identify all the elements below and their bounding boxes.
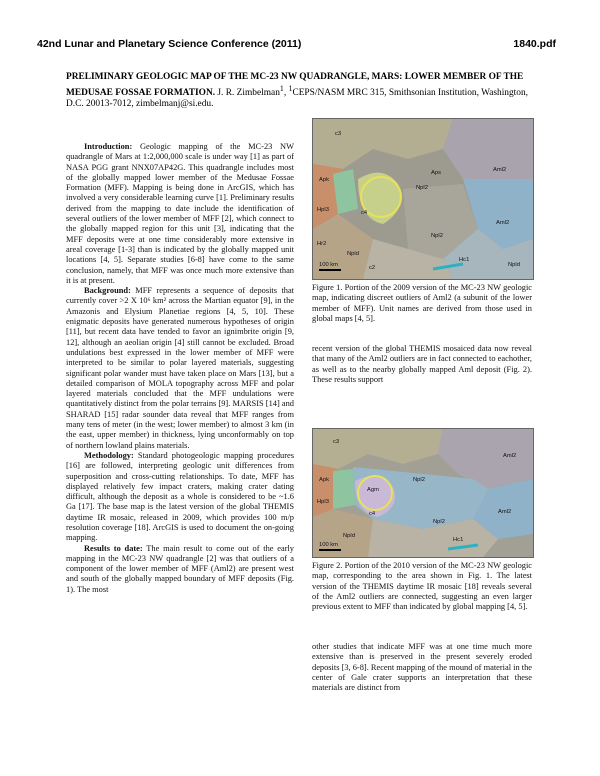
results-paragraph — [66, 544, 294, 595]
fig2-label-npl2-a: Npl2 — [413, 477, 425, 483]
fig1-label-aml2-b: Aml2 — [496, 220, 510, 226]
fig1-label-aps: Aps — [431, 170, 441, 176]
fig2-label-apk: Apk — [319, 477, 329, 483]
figure-1-caption: Figure 1. Portion of the 2009 version of the MC-23 NW geologic map, indicating discreet outliers of Aml2 (a subunit of the lower member of MFF). Unit names are derived from those used in global maps [4, 5]. — [312, 283, 532, 323]
conference-header: 42nd Lunar and Planetary Science Conference (2011) — [37, 38, 302, 50]
fig1-scale: 100 km — [319, 262, 339, 268]
title-block: PRELIMINARY GEOLOGIC MAP OF THE MC-23 NW QUADRANGLE, MARS: LOWER MEMBER OF THE MEDUSAE FOSSAE FORMATION. J. R. Zimbelman$^1$, $^1$CEPS/NASM MRC 315, Smithsonian Institution, Washington, D.C. 20013-7012, zimbelmanj@si.edu. — [66, 72, 529, 110]
figure-2-map — [312, 428, 534, 558]
fig1-label-c4: c4 — [361, 210, 368, 216]
fig1-label-hpl3: Hpl3 — [317, 207, 329, 213]
fig1-label-c3: c3 — [335, 131, 342, 137]
results-heading: Results to date: — [84, 543, 143, 553]
fig2-scale: 100 km — [319, 542, 339, 548]
methodology-heading: Methodology: — [84, 450, 134, 460]
fig2-label-aml2-b: Aml2 — [498, 509, 512, 515]
fig1-label-apk: Apk — [319, 177, 329, 183]
results-text: The main result to come out of the early mapping in the MC-23 NW quadrangle [2] was that outliers of a component of the lower member of MFF (Aml2) are present west and south of the globally mapped boundary of MFF deposits (Fig. 1). The most — [66, 543, 294, 594]
background-paragraph — [66, 286, 294, 451]
left-column — [66, 142, 294, 595]
methodology-text: Standard photogeologic mapping procedures [16] are followed, interpreting geologic unit differences from superposition and cross-cutting relationships. To date, MFF has displayed relatively few impact craters, making crater dating difficult, although the deposit as a whole is considered to be ~1.6 Ga [17]. The base map is the latest version of the global THEMIS daytime IR mosaic, released in 2009, which provides 100 m/p resolution coverage [18]. ArcGIS is used to document the on-going mapping. — [66, 450, 295, 543]
fig1-label-npld-a: Npld — [347, 251, 359, 257]
background-text: MFF represents a sequence of deposits that currently cover >2 X 10⁶ km² across the Martian equator [9], in the Amazonis and Elysium Planetiae regions [4, 5, 10]. These enigmatic deposits have generated numerous hypotheses of origin [11], but recent data have tended to favor an ignimbrite origin [9, 12], although an aeolian origin [4] still cannot be excluded. Broad undulations best expressed in the lower member of MFF were interpreted to be similar to polar layered materials, suggesting significant polar wander must have taken place on Mars [13], but a detailed comparison of MOLA topography across MFF and polar layered materials concluded that the MFF undulations were quantitatively distinct from the polar terrains [9]. MARSIS [14] and SHARAD [15] radar sounder data reveal that MFF ranges from many tens of meter (in the west; lower member) to almost 3 km (in the east, upper member) in thickness, lying unconformably on top of northern lowland plains materials. — [66, 286, 295, 450]
fig2-label-agm: Agm — [367, 487, 379, 493]
fig1-label-aml2-a: Aml2 — [493, 167, 507, 173]
fig2-label-c4: c4 — [369, 511, 376, 517]
fig2-label-aml2-a: Aml2 — [503, 453, 517, 459]
figure-1-svg — [313, 119, 533, 279]
fig1-label-npl2-a: Npl2 — [416, 185, 428, 191]
figure-2-svg — [313, 429, 533, 557]
fig1-label-hc1: Hc1 — [459, 257, 470, 263]
fig1-label-npl2-b: Npl2 — [431, 233, 443, 239]
right-text-2: other studies that indicate MFF was at one time much more extensive than is preserved in the present severely eroded deposits [3, 6-8]. Recent mapping of the mound of material in the center of Gale crater supports an interpretation that these materials are distinct from — [312, 642, 532, 693]
right-text-1: recent version of the global THEMIS mosaiced data now reveal that many of the Aml2 outliers are in fact connected to eachother, as well as to the nearby globally mapped Aml deposit (Fig. 2). These results support — [312, 344, 532, 384]
paper-title: PRELIMINARY GEOLOGIC MAP OF THE MC-23 NW QUADRANGLE, MARS: LOWER MEMBER OF THE MEDUSAE FOSSAE FORMATION. — [66, 72, 524, 99]
fig1-label-hr2: Hr2 — [317, 241, 327, 247]
fig2-label-npl2-b: Npl2 — [433, 519, 445, 525]
background-heading: Background: — [84, 286, 131, 296]
fig1-label-c2: c2 — [369, 265, 376, 271]
figure-1-map — [312, 118, 534, 280]
figure-2-caption: Figure 2. Portion of the 2010 version of the MC-23 NW geologic map, corresponding to the area shown in Fig. 1. The latest version of the THEMIS daytime IR mosaic [18] reveals several of the Aml2 outliers are connected, suggesting an even larger previous extent to MFF than indicated by global mapping [4, 5]. — [312, 561, 532, 612]
fig2-label-c3: c3 — [333, 439, 340, 445]
intro-text: Geologic mapping of the MC-23 NW quadrangle of Mars at 1:2,000,000 scale is under way [1] as part of NASA PGG grant NNX07AP42G. This quadrangle includes most of the globally mapped lower member of the Medusae Fossae Formation (MFF). Mapping is being done in ArcGIS, which has involved a very considerable learning curve [1]. Preliminary results derived from the mapping to date include the identification of several outliers of the lower member of MFF [2], which connect to the globally mapped region for this unit [3], indicating that the MFF deposits were at one time considerably more extensive in areal coverage [1-3] than is indicated by the globally mapped unit locations [4, 5]. Separate studies [6-8] have come to the same conclusion, namely, that MFF was once much more extensive than it is at present. — [66, 142, 294, 285]
intro-paragraph — [66, 142, 294, 286]
fig2-label-npld: Npld — [343, 533, 355, 539]
intro-heading: Introduction: — [84, 142, 133, 151]
affiliation: CEPS/NASM MRC 315, Smithsonian Institution, Washington, D.C. 20013-7012, zimbelmanj@si.edu. — [66, 88, 529, 110]
fig2-label-hc1: Hc1 — [453, 537, 464, 543]
abstract-id: 1840.pdf — [513, 38, 556, 50]
fig1-label-npld-b: Npld — [508, 262, 520, 268]
author-list: J. R. Zimbelman — [217, 88, 280, 99]
methodology-paragraph — [66, 451, 294, 544]
fig2-label-hpl3: Hpl3 — [317, 499, 329, 505]
